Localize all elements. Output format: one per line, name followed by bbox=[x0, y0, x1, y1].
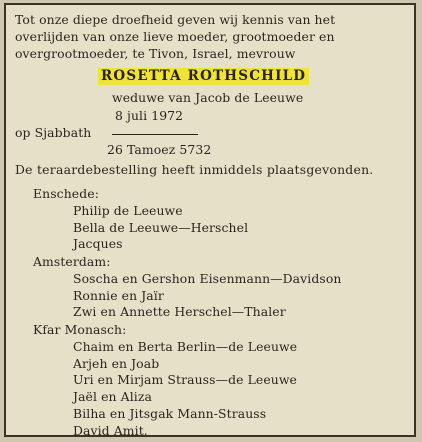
group-place: Kfar Monasch: bbox=[33, 322, 127, 337]
group-member: Bilha en Jitsgak Mann-Strauss bbox=[73, 405, 267, 421]
group-member: Chaim en Berta Berlin—de Leeuwe bbox=[73, 338, 298, 354]
gregorian-date: 8 juli 1972 bbox=[115, 108, 184, 123]
group-place: Amsterdam: bbox=[33, 254, 111, 269]
burial-note: De teraardebestelling heeft inmiddels plaatsgevonden. bbox=[15, 162, 374, 177]
family-group-amsterdam bbox=[33, 254, 341, 321]
group-member: Ronnie en Jaïr bbox=[73, 287, 164, 303]
date-prefix: op Sjabbath bbox=[15, 125, 92, 140]
group-member: Uri en Mirjam Strauss—de Leeuwe bbox=[73, 372, 297, 388]
group-member: Jacques bbox=[73, 236, 123, 252]
date-block bbox=[15, 108, 295, 160]
group-place: Enschede: bbox=[33, 186, 99, 201]
death-notice bbox=[4, 3, 416, 437]
intro-line: overlijden van onze lieve moeder, grootmoeder en bbox=[15, 28, 335, 44]
intro-line: Tot onze diepe droefheid geven wij kennis van het bbox=[15, 12, 336, 27]
intro-paragraph bbox=[15, 12, 409, 62]
group-member: Soscha en Gershon Eisenmann—Davidson bbox=[73, 270, 342, 286]
date-divider bbox=[112, 134, 198, 135]
family-group-enschede bbox=[33, 186, 248, 253]
hebrew-date: 26 Tamoez 5732 bbox=[107, 142, 212, 157]
group-member: Jaël en Aliza bbox=[73, 389, 152, 405]
group-member: David Amit. bbox=[73, 422, 148, 438]
deceased-name: ROSETTA ROTHSCHILD bbox=[98, 68, 309, 85]
group-member: Arjeh en Joab bbox=[73, 355, 160, 371]
group-member: Bella de Leeuwe—Herschel bbox=[73, 219, 249, 235]
group-member: Philip de Leeuwe bbox=[73, 202, 183, 218]
intro-line: overgrootmoeder, te Tivon, Israel, mevrouw bbox=[15, 45, 296, 61]
family-group-kfar-monasch bbox=[33, 322, 297, 440]
widow-of-line: weduwe van Jacob de Leeuwe bbox=[112, 90, 304, 105]
group-member: Zwi en Annette Herschel—Thaler bbox=[73, 304, 286, 320]
